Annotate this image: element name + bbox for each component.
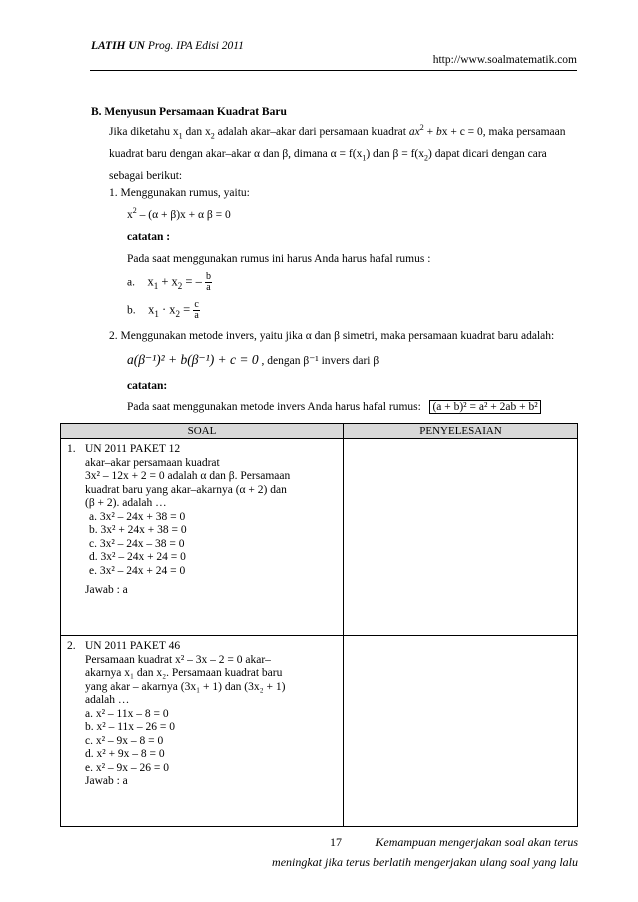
col-header-penyelesaian: PENYELESAIAN [344,424,578,439]
question-1-cell [61,439,344,636]
intro-line-1: Jika diketahu $x_1$ dan $x_2$ adalah akar–akar dari persamaan kuadrat $ax^2$ + bx + c = 0, maka persamaan [109,123,566,141]
method-1-note: Pada saat menggunakan rumus ini harus Anda harus hafal rumus : [127,253,431,265]
intro-line-3: sebagai berikut: [109,170,183,182]
fraction-b-over-a: $\frac{b}{a}$ [205,271,211,293]
formula-sum-roots: a. $x_1 + x_2$ = – $\frac{b}{a}$ [127,271,211,293]
option-c: c. x² – 9x – 8 = 0 [85,734,164,747]
formula-product-roots: b. $x_1 \cdot x_2$ = $\frac{c}{a}$ [127,299,199,321]
answer-2-cell[interactable] [344,636,578,827]
header-url[interactable]: http://www.soalmatematik.com [432,54,577,66]
option-b: b. 3x² + 24x + 38 = 0 [89,524,187,536]
question-2-text: UN 2011 PAKET 46 Persamaan kuadrat x² – 3x – 2 = 0 akar– akarnya x₁ dan x₂. Persamaan kuadrat baru yang akar – akarnya (3x₁ + 1) dan (3x₂ + 1) adalah … a. x² – 11x – 8 = 0 b. x² – 11x – 26 = 0 c. x² – 9x – 8 = 0 d. x² + 9x – 8 = 0 e. x² – 9x – 26 = 0 Jawab : a [67,640,337,789]
intro-paragraph [109,121,577,187]
header-divider [90,70,577,71]
question-1-options [67,511,337,579]
option-a: a. 3x² – 24x + 38 = 0 [89,510,186,523]
option-a: a. x² – 11x – 8 = 0 [85,707,169,720]
answer-1-cell[interactable] [344,439,578,636]
question-2-answer: Jawab : a [85,775,128,787]
identity-box: (a + b)² = a² + 2ab + b² [429,400,540,414]
page-number: 17 [330,835,342,849]
footer-motto-2: meningkat jika terus berlatih mengerjakan ulang soal yang lalu [272,855,578,869]
catatan-1: catatan : [127,231,171,243]
option-d: d. x² + 9x – 8 = 0 [85,748,165,760]
option-e: e. x² – 9x – 26 = 0 [85,761,170,774]
col-header-soal: SOAL [61,424,344,439]
method-2-title: 2. Menggunakan metode invers, yaitu jika α dan β simetri, maka persamaan kuadrat baru adalah: [109,330,555,342]
method-1-title: 1. Menggunakan rumus, yaitu: [109,187,250,199]
section-title: B. Menyusun Persamaan Kuadrat Baru [91,106,287,118]
soal-table [60,423,578,827]
question-1-answer: Jawab : a [85,584,128,596]
fraction-c-over-a: $\frac{c}{a}$ [194,299,199,321]
intro-line-2: kuadrat baru dengan akar–akar α dan β, dimana $\alpha = f(x_1)$ dan $\beta = f(x_2)$ dapat dicari dengan cara [109,148,547,163]
question-1-title: UN 2011 PAKET 12 [85,443,181,455]
question-2-number: 2. [67,640,76,652]
method-1-formula: $x^2 - (\alpha + \beta)x + \alpha$ β = 0 [127,206,231,221]
option-d: d. 3x² – 24x + 24 = 0 [89,551,186,563]
question-1-number: 1. [67,443,76,455]
question-2-cell [61,636,344,827]
question-1-text: UN 2011 PAKET 12 akar–akar persamaan kuadrat 3x² – 12x + 2 = 0 adalah α dan β. Persamaan kuadrat baru yang akar–akarnya (α + 2) dan (β + 2). adalah … [67,443,337,511]
method-2-note: Pada saat menggunakan metode invers Anda harus hafal rumus: (a + b)² = a² + 2ab + b² [127,401,541,413]
option-c: c. 3x² – 24x – 38 = 0 [89,537,185,550]
option-e: e. 3x² – 24x + 24 = 0 [89,564,186,577]
method-2-formula: a(β⁻¹)² + b(β⁻¹) + c = 0 , dengan β⁻¹ invers dari β [127,352,380,367]
question-2-title: UN 2011 PAKET 46 [85,640,181,652]
footer-motto-1: Kemampuan mengerjakan soal akan terus [375,835,578,849]
option-b: b. x² – 11x – 26 = 0 [85,721,176,733]
catatan-2: catatan: [127,380,168,392]
header-title: LATIH UN Prog. IPA Edisi 2011 [91,40,244,52]
